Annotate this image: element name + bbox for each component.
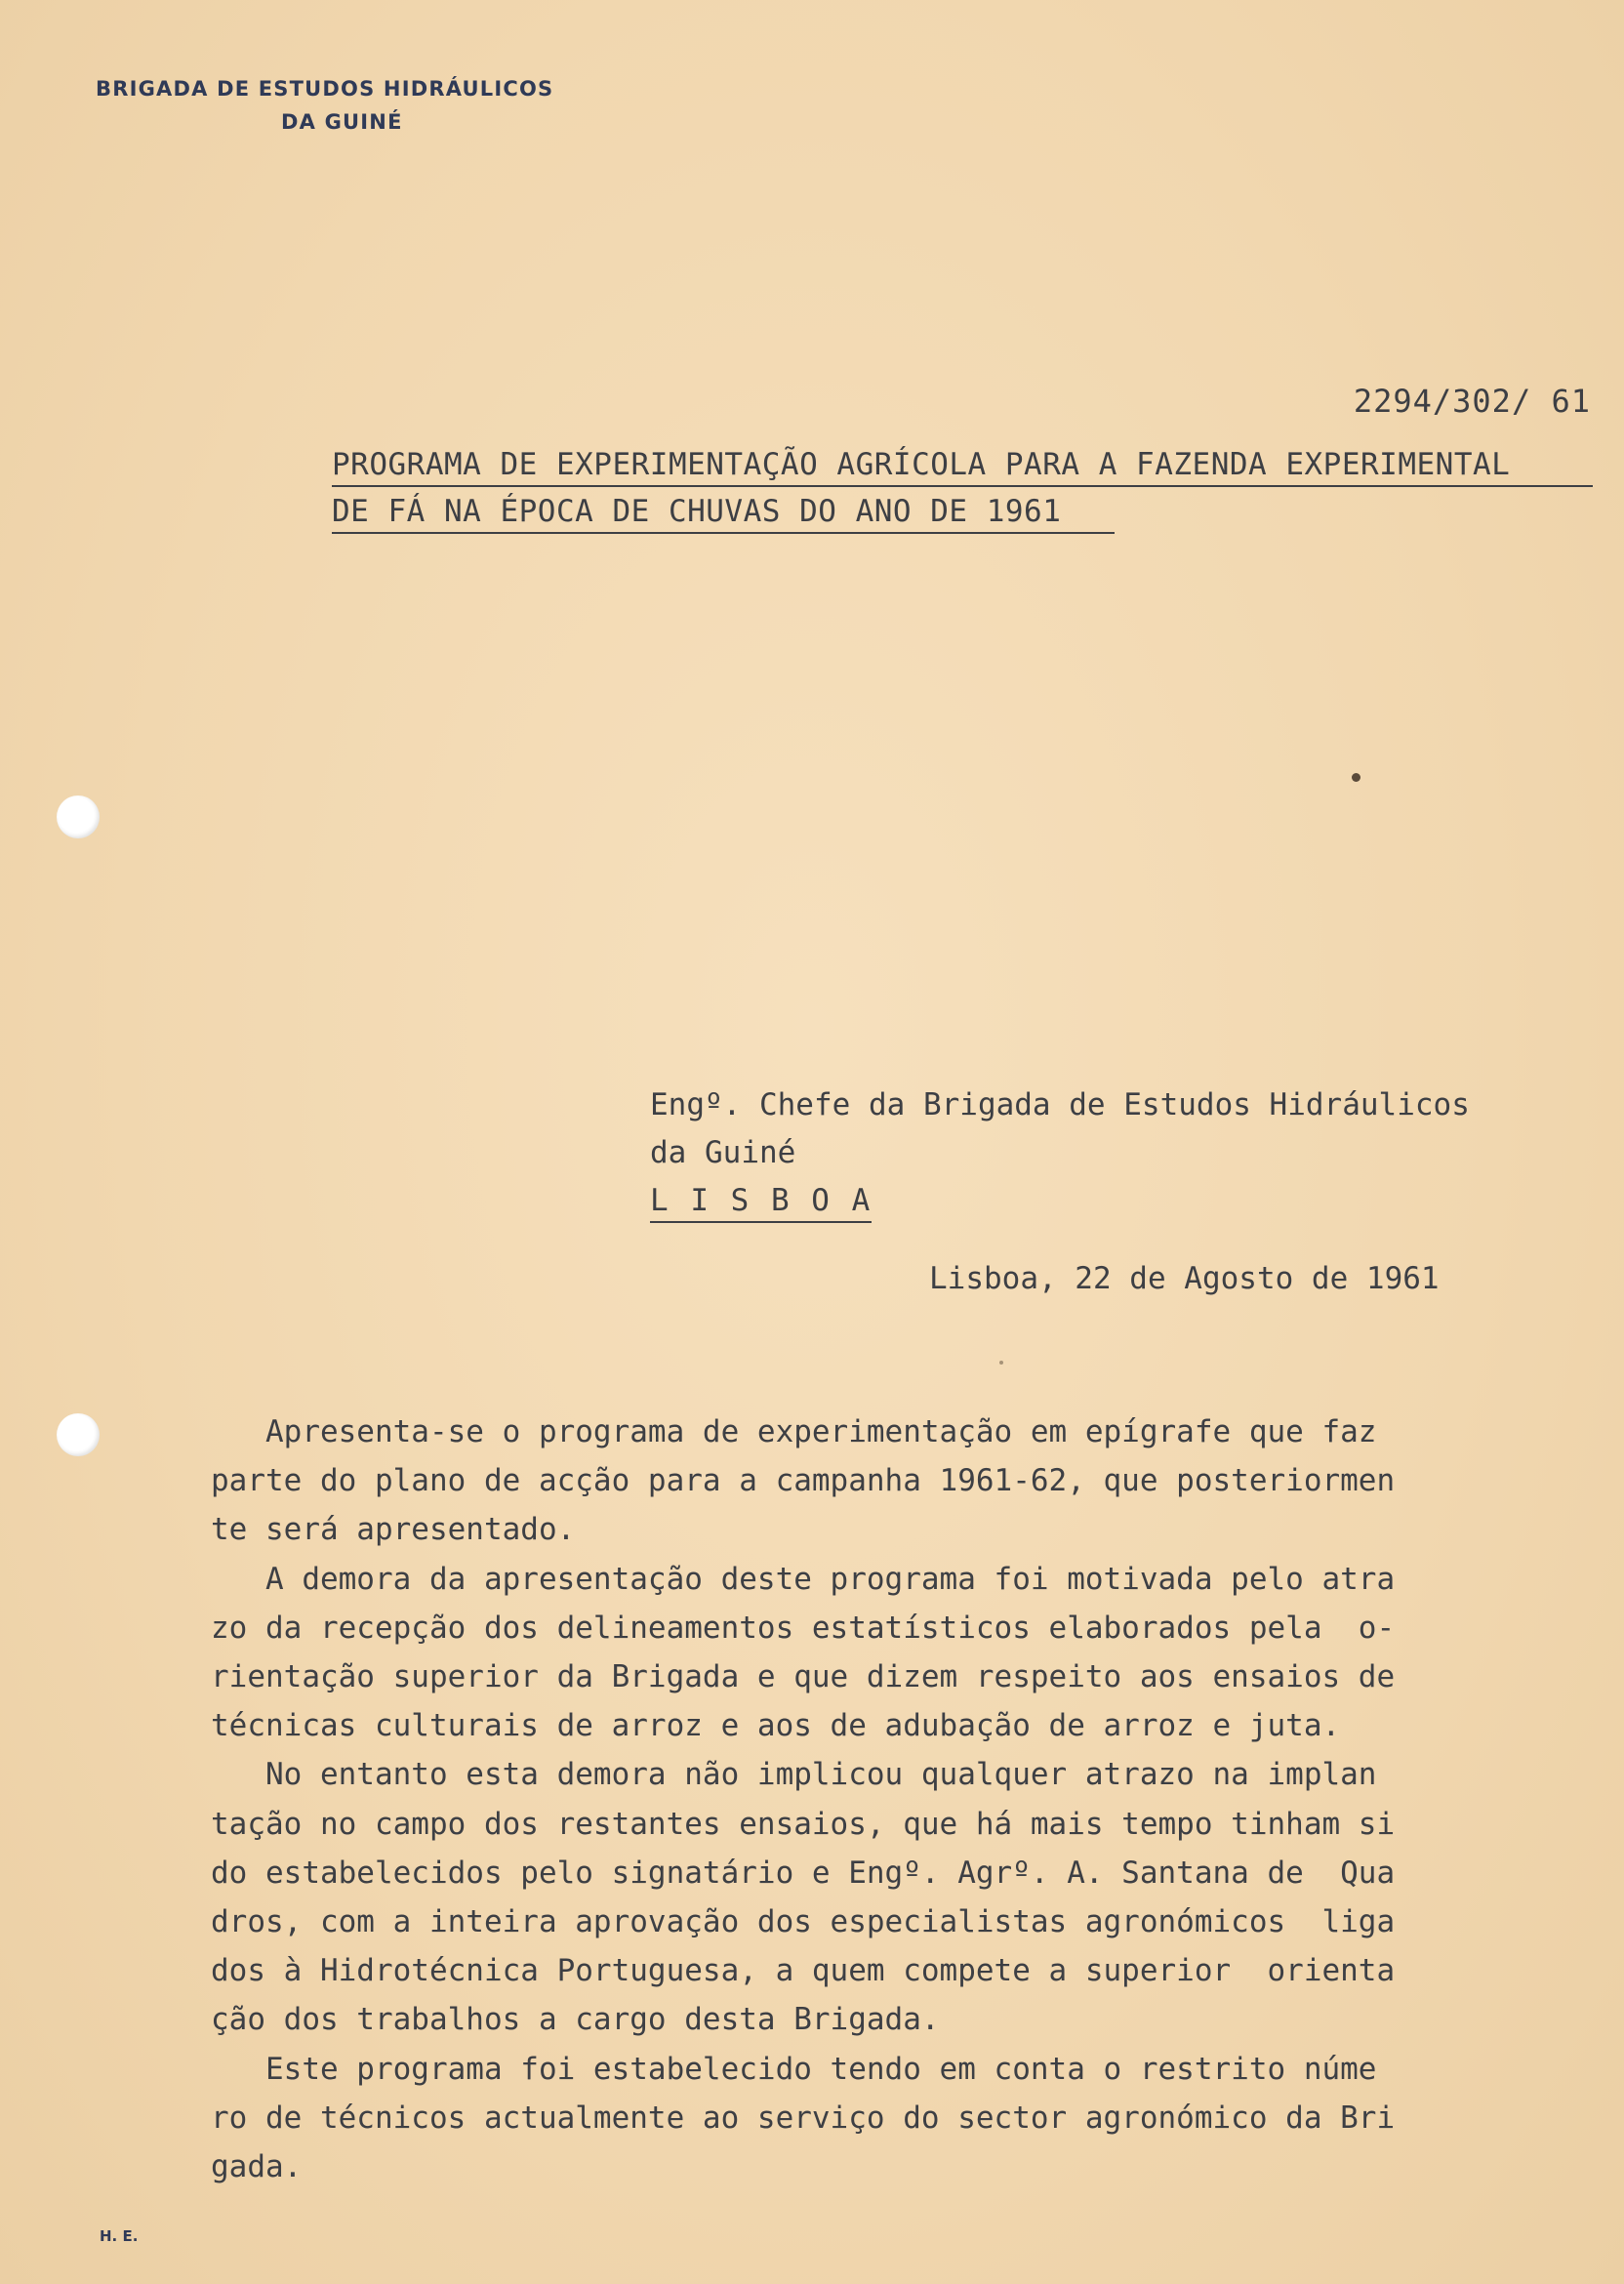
ink-spot — [1352, 773, 1360, 782]
punch-hole — [57, 1413, 100, 1456]
body-line: dros, com a inteira aprovação dos especialistas agronómicos liga — [211, 1904, 1396, 1940]
body-line: rientação superior da Brigada e que dizem respeito aos ensaios de — [211, 1659, 1396, 1695]
body-line: ção dos trabalhos a cargo desta Brigada. — [211, 2002, 940, 2038]
title-line-1: PROGRAMA DE EXPERIMENTAÇÃO AGRÍCOLA PARA A FAZENDA EXPERIMENTAL — [332, 444, 1593, 487]
addressee-line-2: da Guiné — [650, 1135, 796, 1170]
title-line-2: DE FÁ NA ÉPOCA DE CHUVAS DO ANO DE 1961 — [332, 491, 1115, 534]
letterhead-line-1: BRIGADA DE ESTUDOS HIDRÁULICOS — [96, 77, 554, 101]
addressee-block — [650, 1081, 1470, 1225]
body-line: te será apresentado. — [211, 1512, 576, 1548]
body-line: zo da recepção dos delineamentos estatísticos elaborados pela o- — [211, 1610, 1396, 1646]
body-line: Este programa foi estabelecido tendo em conta o restrito núme — [211, 2051, 1377, 2087]
reference-number: 2294/302/ 61 — [1353, 383, 1591, 420]
body-line: dos à Hidrotécnica Portuguesa, a quem compete a superior orienta — [211, 1953, 1396, 1989]
body-line: ro de técnicos actualmente ao serviço do sector agronómico da Bri — [211, 2100, 1396, 2136]
body-line: do estabelecidos pelo signatário e Engº. Agrº. A. Santana de Qua — [211, 1855, 1396, 1891]
body-line: Apresenta-se o programa de experimentação em epígrafe que faz — [211, 1414, 1377, 1449]
letterhead — [96, 72, 553, 139]
addressee-line-1: Engº. Chefe da Brigada de Estudos Hidráulicos — [650, 1087, 1470, 1122]
body-line: parte do plano de acção para a campanha 1961-62, que posteriormen — [211, 1463, 1396, 1499]
document-title — [332, 444, 1601, 534]
letter-body — [211, 1407, 1519, 2191]
body-line: técnicas culturais de arroz e aos de adubação de arroz e juta. — [211, 1708, 1341, 1744]
addressee-city: L I S B O A — [650, 1180, 872, 1223]
body-line: tação no campo dos restantes ensaios, que há mais tempo tinham si — [211, 1806, 1396, 1842]
footer-initials: H. E. — [100, 2227, 139, 2245]
body-line: A demora da apresentação deste programa foi motivada pelo atra — [211, 1561, 1396, 1597]
letterhead-line-2: DA GUINÉ — [281, 110, 403, 134]
letter-date: Lisboa, 22 de Agosto de 1961 — [929, 1261, 1440, 1296]
ink-spot — [999, 1361, 1003, 1365]
body-line: gada. — [211, 2149, 303, 2185]
punch-hole — [57, 795, 100, 838]
body-line: No entanto esta demora não implicou qualquer atrazo na implan — [211, 1757, 1377, 1793]
